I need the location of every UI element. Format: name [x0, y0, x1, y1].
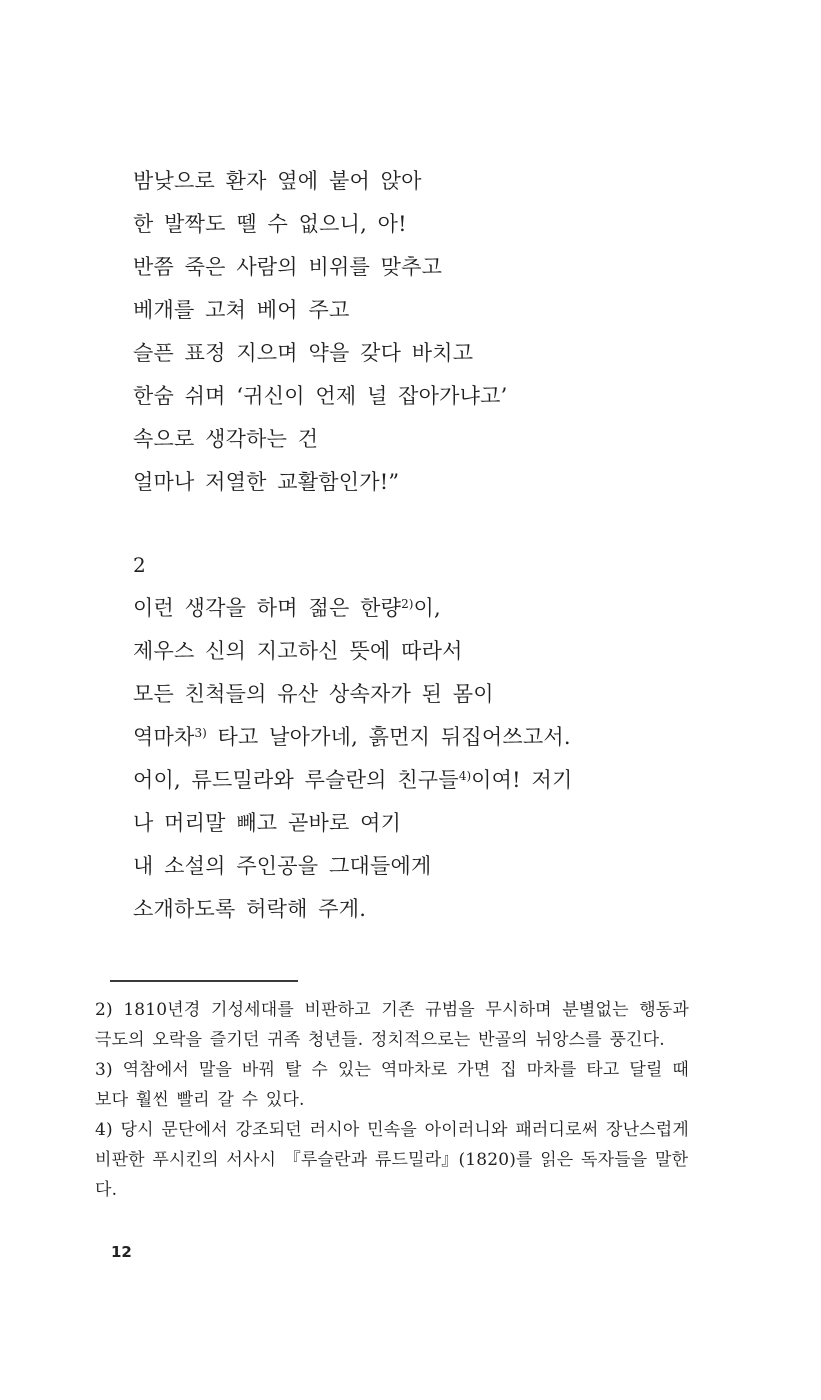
footnote-reference-marker: 2)	[401, 597, 414, 611]
poem-line: 한 발짝도 뗄 수 없으니, 아!	[133, 212, 407, 236]
footnote-line: 극도의 오락을 즐기던 귀족 청년들. 정치적으로는 반골의 뉘앙스를 풍긴다.	[95, 1030, 665, 1050]
poem-line: 슬픈 표정 지으며 약을 갖다 바치고	[133, 341, 474, 365]
poem-text-segment: 어이, 류드밀라와 루슬란의 친구들	[133, 768, 459, 792]
footnotes-block	[95, 995, 689, 1205]
poem-line: 소개하도록 허락해 주게.	[133, 897, 367, 921]
poem-line: 베개를 고쳐 베어 주고	[133, 298, 350, 322]
poem-text-segment: 이런 생각을 하며 젊은 한량	[133, 596, 402, 620]
poem-text-segment: 역마차	[133, 725, 195, 749]
poem-line: 제우스 신의 지고하신 뜻에 따라서	[133, 639, 463, 663]
poem-text-segment: 타고 날아가네, 흙먼지 뒤집어쓰고서.	[206, 725, 571, 749]
footnote-reference-marker: 3)	[194, 726, 207, 740]
poem-line: 한숨 쉬며 ‘귀신이 언제 널 잡아가냐고’	[133, 384, 508, 408]
footnote-reference-marker: 4)	[458, 769, 472, 783]
poem-text-segment: 이여! 저기	[471, 768, 573, 792]
footnote-item	[95, 995, 689, 1055]
poem-line: 얼마나 저열한 교활함인가!”	[133, 470, 400, 494]
footnote-line: 3) 역참에서 말을 바꿔 탈 수 있는 역마차로 가면 집 마차를 타고 달릴 때	[95, 1060, 689, 1080]
poem-line	[133, 587, 572, 630]
poem-stanza-1	[133, 160, 508, 504]
poem-line: 내 소설의 주인공을 그대들에게	[133, 854, 432, 878]
poem-line: 밤낮으로 환자 옆에 붙어 앉아	[133, 169, 422, 193]
footnote-line: 2) 1810년경 기성세대를 비판하고 기존 규범을 무시하며 분별없는 행동과	[95, 1000, 689, 1020]
poem-line	[133, 716, 572, 759]
footnote-divider-rule	[110, 980, 298, 982]
footnote-line: 비판한 푸시킨의 서사시 『루슬란과 류드밀라』(1820)를 읽은 독자들을 말한다.	[95, 1150, 689, 1200]
footnote-line: 4) 당시 문단에서 강조되던 러시아 민속을 아이러니와 패러디로써 장난스럽게	[95, 1120, 689, 1140]
footnote-item	[95, 1115, 689, 1205]
poem-line: 반쯤 죽은 사람의 비위를 맞추고	[133, 255, 443, 279]
footnote-item	[95, 1055, 689, 1115]
stanza-section-number: 2	[133, 553, 146, 577]
poem-text-segment: 이,	[413, 596, 441, 620]
poem-line: 속으로 생각하는 건	[133, 427, 319, 451]
poem-line: 나 머리말 빼고 곧바로 여기	[133, 811, 402, 835]
poem-line	[133, 759, 572, 802]
page-number: 12	[111, 1243, 132, 1261]
poem-stanza-2	[133, 544, 572, 931]
footnote-line: 보다 훨씬 빨리 갈 수 있다.	[95, 1090, 305, 1110]
poem-line: 모든 친척들의 유산 상속자가 된 몸이	[133, 682, 494, 706]
